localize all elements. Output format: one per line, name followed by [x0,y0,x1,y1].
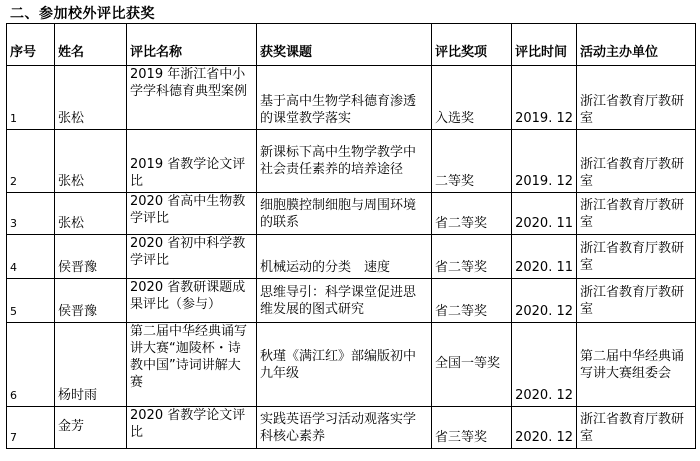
cell-date: 2020. 12 [512,323,577,407]
header-result: 评比奖项 [432,24,512,66]
cell-name: 张松 [55,130,127,193]
cell-date: 2019. 12 [512,130,577,193]
cell-name: 张松 [55,66,127,130]
cell-award: 2020 省教研课题成果评比（参与） [127,279,257,323]
cell-topic: 秋瑾《满江红》部编版初中九年级 [257,323,432,407]
cell-date: 2020. 11 [512,235,577,279]
cell-result: 二等奖 [432,130,512,193]
cell-org: 浙江省教育厅教研室 [577,66,696,130]
table-row [7,193,696,235]
cell-org: 浙江省教育厅教研室 [577,407,696,449]
cell-topic: 实践英语学习活动观落实学科核心素养 [257,407,432,449]
cell-org: 浙江省教育厅教研室 [577,235,696,279]
awards-table [6,23,696,449]
header-topic: 获奖课题 [257,24,432,66]
cell-topic: 机械运动的分类 速度 [257,235,432,279]
cell-org: 浙江省教育厅教研室 [577,193,696,235]
cell-topic: 基于高中生物学科德育渗透的课堂教学落实 [257,66,432,130]
header-name: 姓名 [55,24,127,66]
header-no: 序号 [7,24,55,66]
table-row [7,235,696,279]
header-org: 活动主办单位 [577,24,696,66]
cell-no: 4 [7,235,55,279]
cell-name: 金芳 [55,407,127,449]
cell-name: 张松 [55,193,127,235]
cell-no: 7 [7,407,55,449]
cell-date: 2019. 12 [512,66,577,130]
cell-org: 第二届中华经典诵写讲大赛组委会 [577,323,696,407]
cell-no: 1 [7,66,55,130]
cell-result: 省二等奖 [432,279,512,323]
cell-result: 省二等奖 [432,193,512,235]
cell-no: 3 [7,193,55,235]
cell-award: 2019 省教学论文评比 [127,130,257,193]
header-award: 评比名称 [127,24,257,66]
cell-result: 省三等奖 [432,407,512,449]
cell-name: 杨时雨 [55,323,127,407]
table-row [7,130,696,193]
cell-org: 浙江省教育厅教研室 [577,130,696,193]
cell-no: 2 [7,130,55,193]
cell-result: 省二等奖 [432,235,512,279]
cell-award: 2020 省初中科学教学评比 [127,235,257,279]
cell-name: 侯晋豫 [55,235,127,279]
cell-date: 2020. 12 [512,279,577,323]
cell-date: 2020. 11 [512,193,577,235]
header-date: 评比时间 [512,24,577,66]
table-row [7,407,696,449]
cell-award: 2020 省教学论文评比 [127,407,257,449]
cell-name: 侯晋豫 [55,279,127,323]
cell-topic: 新课标下高中生物学教学中社会责任素养的培养途径 [257,130,432,193]
cell-award: 2019 年浙江省中小学学科德育典型案例 [127,66,257,130]
cell-org: 浙江省教育厅教研室 [577,279,696,323]
cell-topic: 细胞膜控制细胞与周围环境的联系 [257,193,432,235]
cell-result: 全国一等奖 [432,323,512,407]
table-row [7,279,696,323]
cell-no: 5 [7,279,55,323]
table-row [7,323,696,407]
cell-award: 第二届中华经典诵写讲大赛“迦陵杯・诗教中国”诗词讲解大赛 [127,323,257,407]
section-title: 二、参加校外评比获奖 [10,6,155,22]
cell-award: 2020 省高中生物教学评比 [127,193,257,235]
table-row [7,66,696,130]
table-header-row [7,24,696,66]
cell-topic: 思维导引：科学课堂促进思维发展的图式研究 [257,279,432,323]
cell-no: 6 [7,323,55,407]
cell-result: 入选奖 [432,66,512,130]
cell-date: 2020. 12 [512,407,577,449]
